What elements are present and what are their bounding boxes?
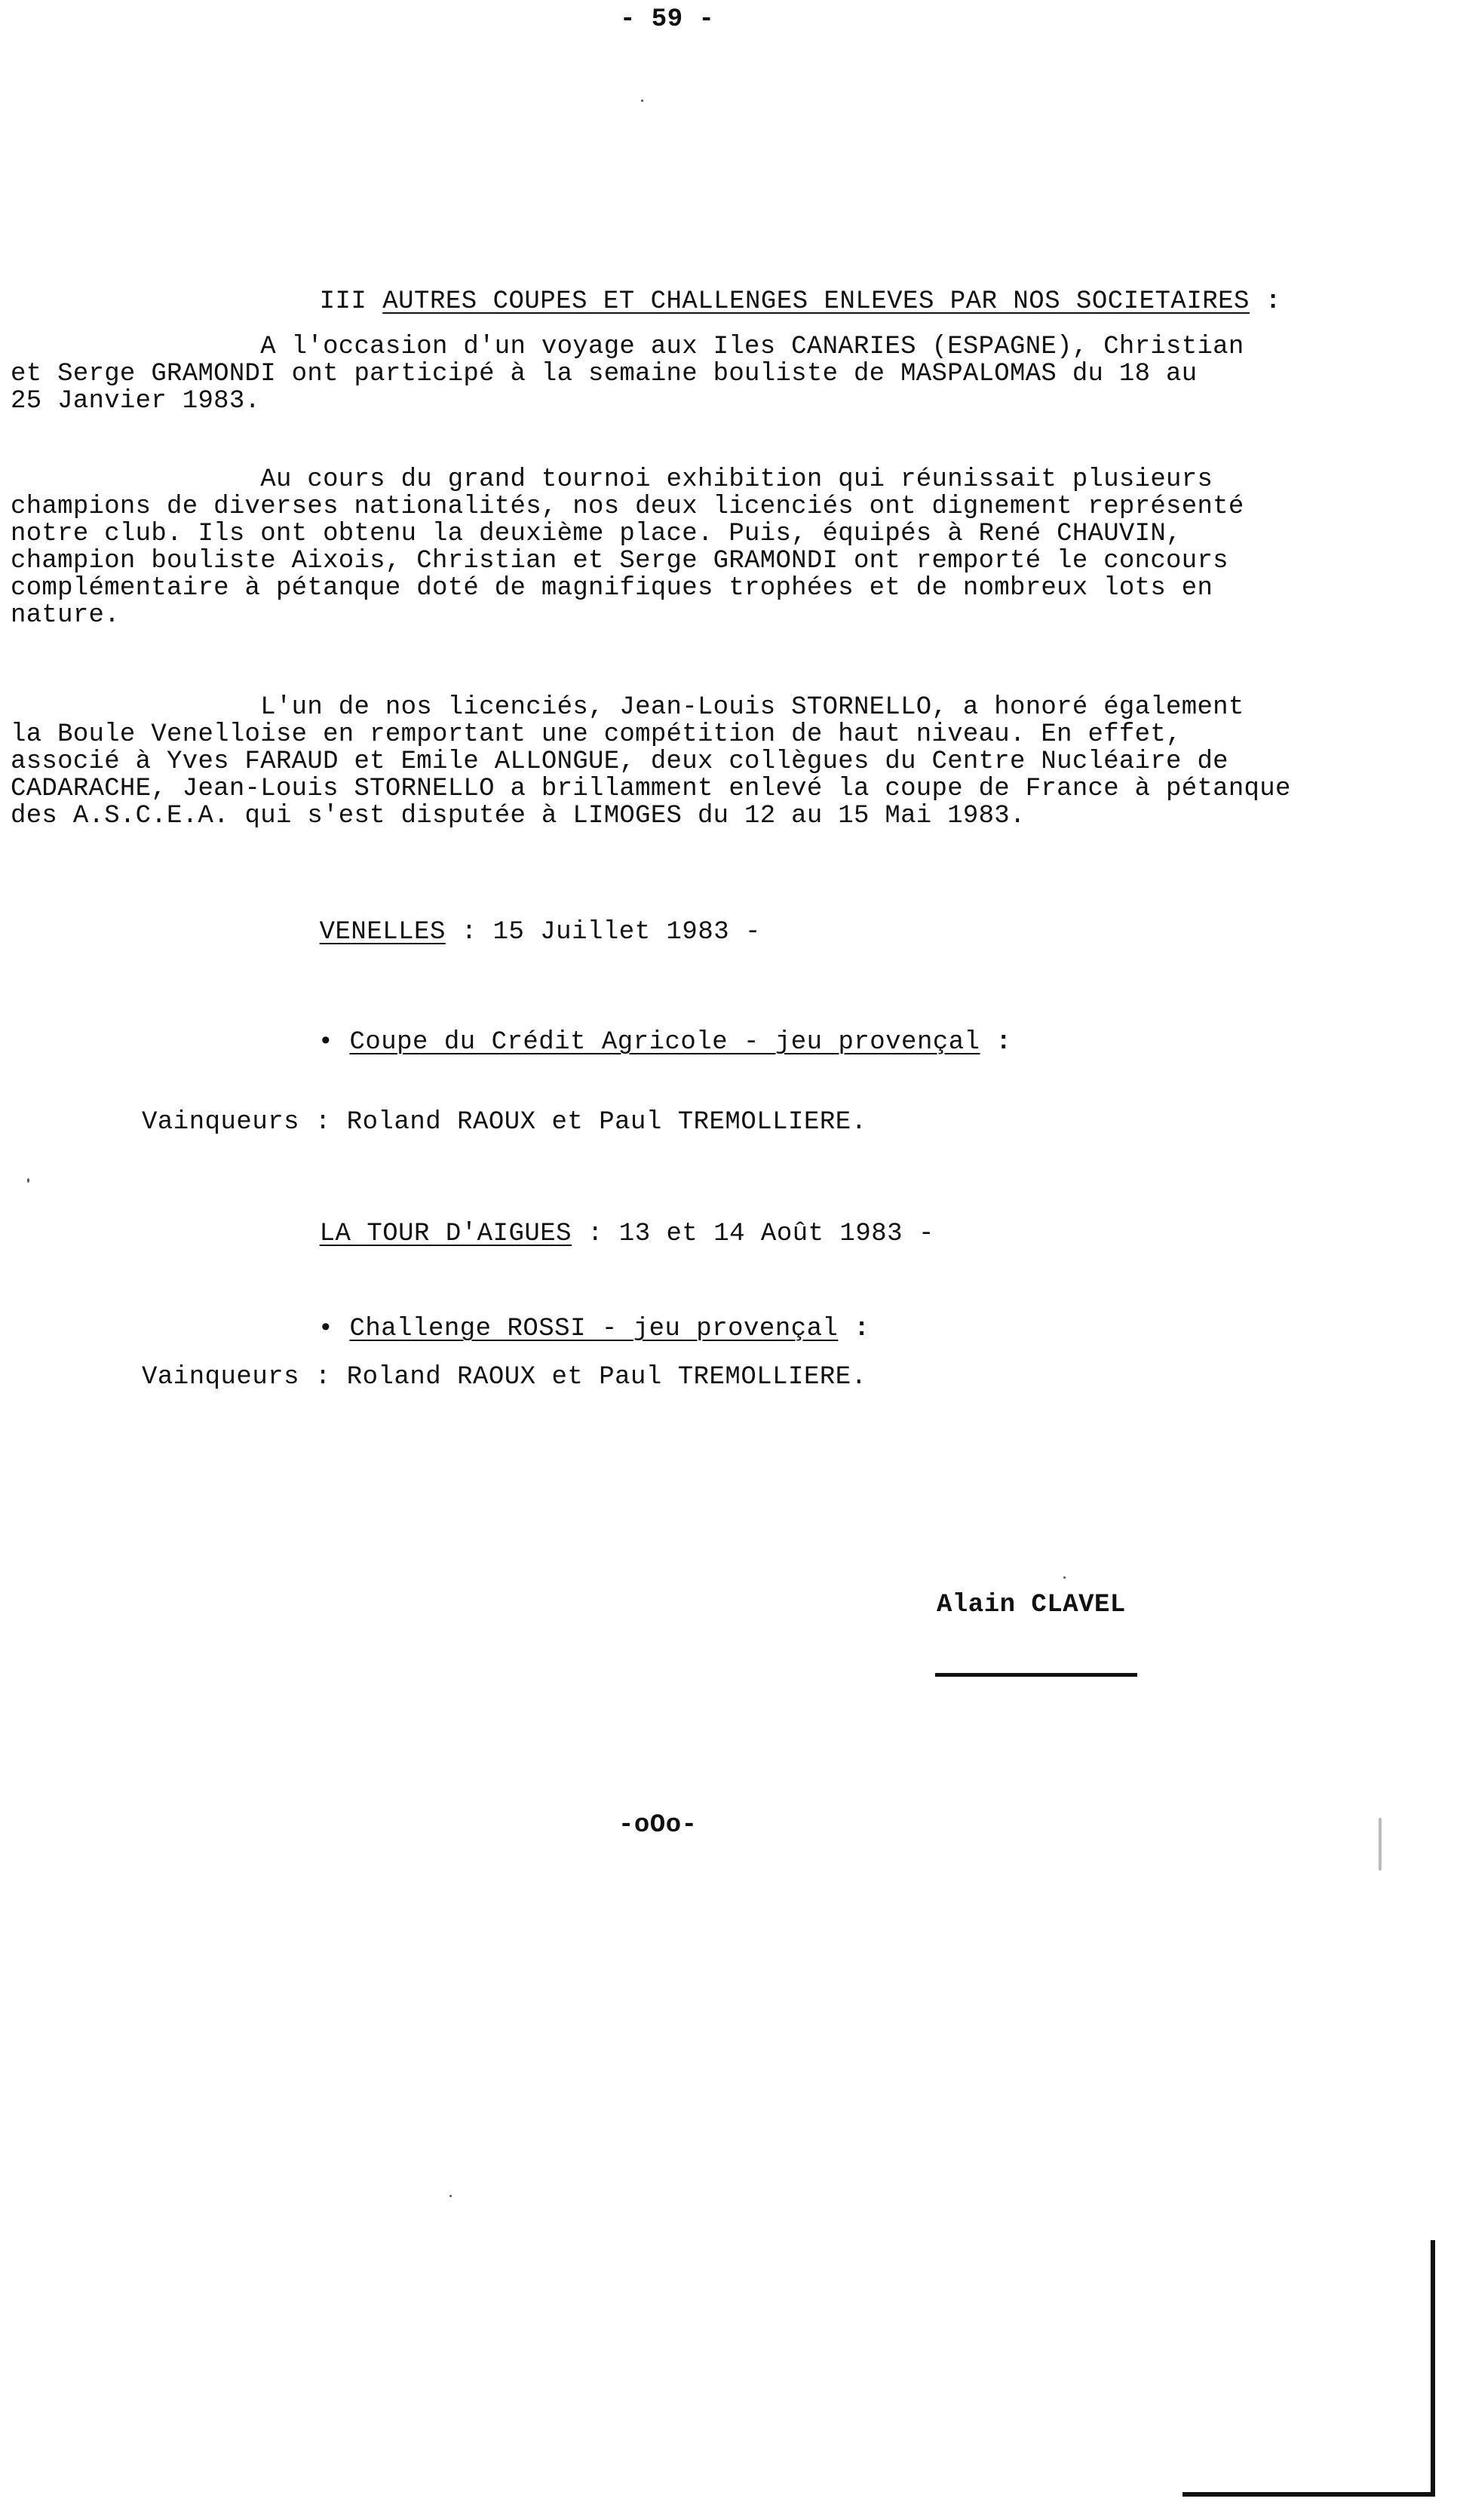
event-cup-rossi bbox=[255, 1288, 870, 1370]
paragraph-line: champion bouliste Aixois, Christian et Serge GRAMONDI ont remporté le concours bbox=[11, 547, 1228, 576]
cup-name: Coupe du Crédit Agricole - jeu provençal bbox=[349, 1028, 980, 1057]
paragraph-tournament bbox=[11, 466, 1368, 629]
cup-name: Challenge ROSSI - jeu provençal bbox=[349, 1315, 839, 1343]
event-winners-venelles: Vainqueurs : Roland RAOUX et Paul TREMOLLIERE. bbox=[142, 1108, 867, 1137]
paragraph-canaries bbox=[11, 333, 1368, 415]
paragraph-line: des A.S.C.E.A. qui s'est disputée à LIMOGES du 12 au 15 Mai 1983. bbox=[11, 802, 1026, 830]
paragraph-line: champions de diverses nationalités, nos deux licenciés ont dignement représenté bbox=[11, 493, 1244, 521]
paragraph-line: notre club. Ils ont obtenu la deuxième place. Puis, équipés à René CHAUVIN, bbox=[11, 520, 1182, 548]
scan-corner-mark bbox=[1182, 2492, 1435, 2497]
cup-suffix: : bbox=[838, 1315, 870, 1343]
event-place: VENELLES bbox=[319, 918, 446, 947]
event-heading-venelles bbox=[256, 892, 761, 973]
paragraph-line: A l'occasion d'un voyage aux Iles CANARIES (ESPAGNE), Christian bbox=[11, 333, 1244, 361]
signature-rule bbox=[935, 1673, 1137, 1677]
scan-speck bbox=[1063, 1576, 1066, 1579]
bullet: • bbox=[317, 1028, 350, 1057]
event-date: : 15 Juillet 1983 - bbox=[445, 918, 761, 947]
scan-speck bbox=[27, 1178, 29, 1183]
paragraph-line: la Boule Venelloise en remportant une compétition de haut niveau. En effet, bbox=[11, 720, 1182, 749]
paragraph-line: et Serge GRAMONDI ont participé à la semaine bouliste de MASPALOMAS du 18 au bbox=[11, 360, 1198, 388]
paragraph-line: complémentaire à pétanque doté de magnifiques trophées et de nombreux lots en bbox=[11, 574, 1213, 603]
scan-speck bbox=[449, 2195, 452, 2197]
section-heading-title: AUTRES COUPES ET CHALLENGES ENLEVES PAR NOS SOCIETAIRES bbox=[382, 287, 1250, 316]
paragraph-line: Au cours du grand tournoi exhibition qui réunissait plusieurs bbox=[11, 465, 1213, 494]
event-date: : 13 et 14 Août 1983 - bbox=[572, 1220, 934, 1248]
event-heading-la-tour-daigues bbox=[256, 1193, 934, 1275]
end-mark: -oOo- bbox=[618, 1811, 698, 1840]
cup-suffix: : bbox=[980, 1028, 1012, 1057]
event-winners-rossi: Vainqueurs : Roland RAOUX et Paul TREMOLLIERE. bbox=[142, 1363, 867, 1392]
event-cup-venelles bbox=[255, 1002, 1011, 1083]
paragraph-line: CADARACHE, Jean-Louis STORNELLO a brillamment enlevé la coupe de France à pétanque bbox=[11, 775, 1291, 803]
event-place: LA TOUR D'AIGUES bbox=[319, 1220, 572, 1248]
scan-speck bbox=[641, 100, 643, 102]
bullet: • bbox=[317, 1315, 350, 1343]
section-heading bbox=[256, 261, 1281, 342]
section-heading-suffix: : bbox=[1249, 287, 1281, 316]
paragraph-stornello bbox=[11, 694, 1368, 830]
page-number: - 59 - bbox=[620, 5, 715, 34]
scan-speck bbox=[1379, 1818, 1382, 1871]
paragraph-line: nature. bbox=[11, 601, 120, 630]
section-heading-prefix: III bbox=[319, 287, 383, 316]
paragraph-line: associé à Yves FARAUD et Emile ALLONGUE, deux collègues du Centre Nucléaire de bbox=[11, 747, 1228, 776]
scan-corner-mark bbox=[1431, 2240, 1435, 2497]
signature: Alain CLAVEL bbox=[937, 1591, 1126, 1619]
paragraph-line: 25 Janvier 1983. bbox=[11, 387, 261, 416]
paragraph-line: L'un de nos licenciés, Jean-Louis STORNELLO, a honoré également bbox=[11, 693, 1244, 722]
